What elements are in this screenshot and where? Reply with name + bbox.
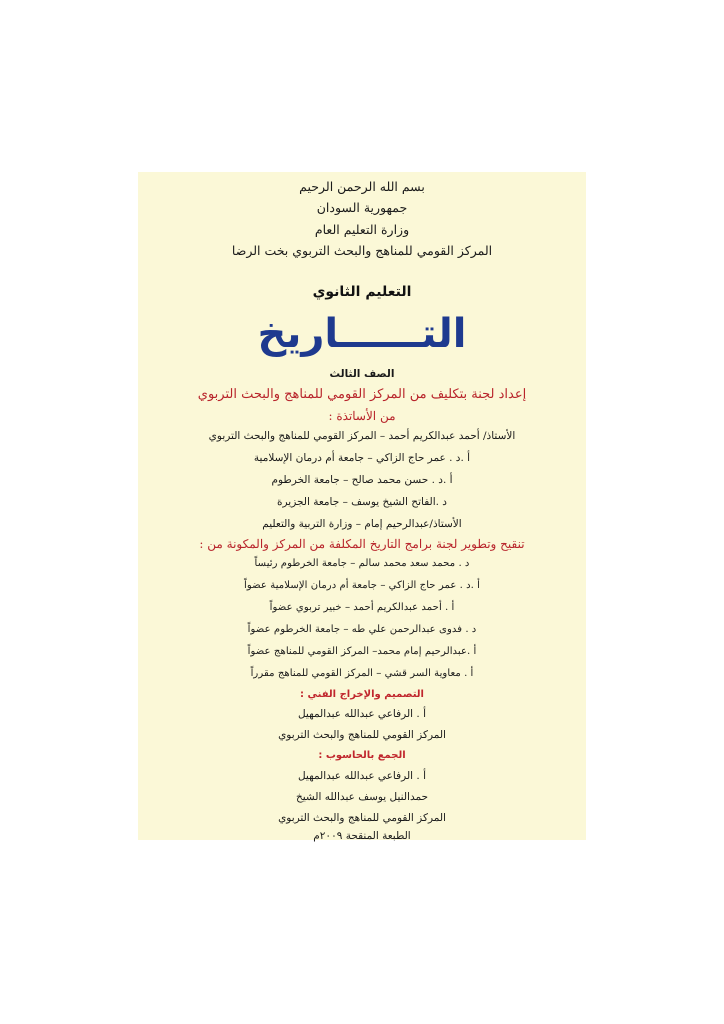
basmala: بسم الله الرحمن الرحيم [299,179,425,194]
design-line: أ . الرفاعي عبدالله عبدالمهيل [297,708,426,720]
cover-content [138,172,586,872]
revision-heading: تنقيح وتطوير لجنة برامج التاريخ المكلفة من المركز والمكونة من : [199,537,525,551]
subject-title: التــــــاريخ [257,311,467,357]
preparation-member: د .الفاتح الشيخ يوسف – جامعة الجزيرة [277,496,447,508]
preparation-heading: إعداد لجنة بتكليف من المركز القومي للمناهج والبحث التربوي [197,387,527,402]
typing-line: حمدالنيل يوسف عبدالله الشيخ [295,791,429,803]
design-line: المركز القومي للمناهج والبحث التربوي [278,729,446,741]
edition-label: الطبعة المنقحة ٢٠٠٩م [313,830,411,842]
grade-label: الصف الثالث [329,368,395,380]
ministry-name: وزارة التعليم العام [314,222,410,237]
center-name: المركز القومي للمناهج والبحث التربوي بخت الرضا [231,243,493,258]
education-stage: التعليم الثانوي [312,284,412,300]
revision-member: د . فدوى عبدالرحمن علي طه – جامعة الخرطوم عضواً [247,624,477,635]
typing-heading: الجمع بالحاسوب : [318,750,406,761]
preparation-member: أ .د . حسن محمد صالح – جامعة الخرطوم [271,474,453,486]
revision-member: أ . معاوية السر قشي – المركز القومي للمناهج مقرراً [250,668,474,679]
revision-member: أ . أحمد عبدالكريم أحمد – خبير تربوي عضواً [269,602,455,613]
republic-name: جمهورية السودان [316,200,408,215]
preparation-subheading: من الأساتذة : [328,409,396,423]
revision-member: أ .د . عمر حاج الزاكي – جامعة أم درمان الإسلامية عضواً [244,580,480,591]
preparation-member: الأستاذ/ أحمد عبدالكريم أحمد – المركز القومي للمناهج والبحث التربوي [208,430,516,442]
preparation-member: الأستاذ/عبدالرحيم إمام – وزارة التربية والتعليم [262,518,462,530]
revision-member: أ .عبدالرحيم إمام محمد– المركز القومي للمناهج عضواً [247,646,477,657]
design-heading: التصميم والإخراج الفني : [300,689,424,700]
typing-line: المركز القومي للمناهج والبحث التربوي [278,812,446,824]
revision-member: د . محمد سعد محمد سالم – جامعة الخرطوم رئيساً [254,558,470,569]
preparation-member: أ .د . عمر حاج الزاكي – جامعة أم درمان الإسلامية [253,452,471,464]
typing-line: أ . الرفاعي عبدالله عبدالمهيل [297,770,426,782]
